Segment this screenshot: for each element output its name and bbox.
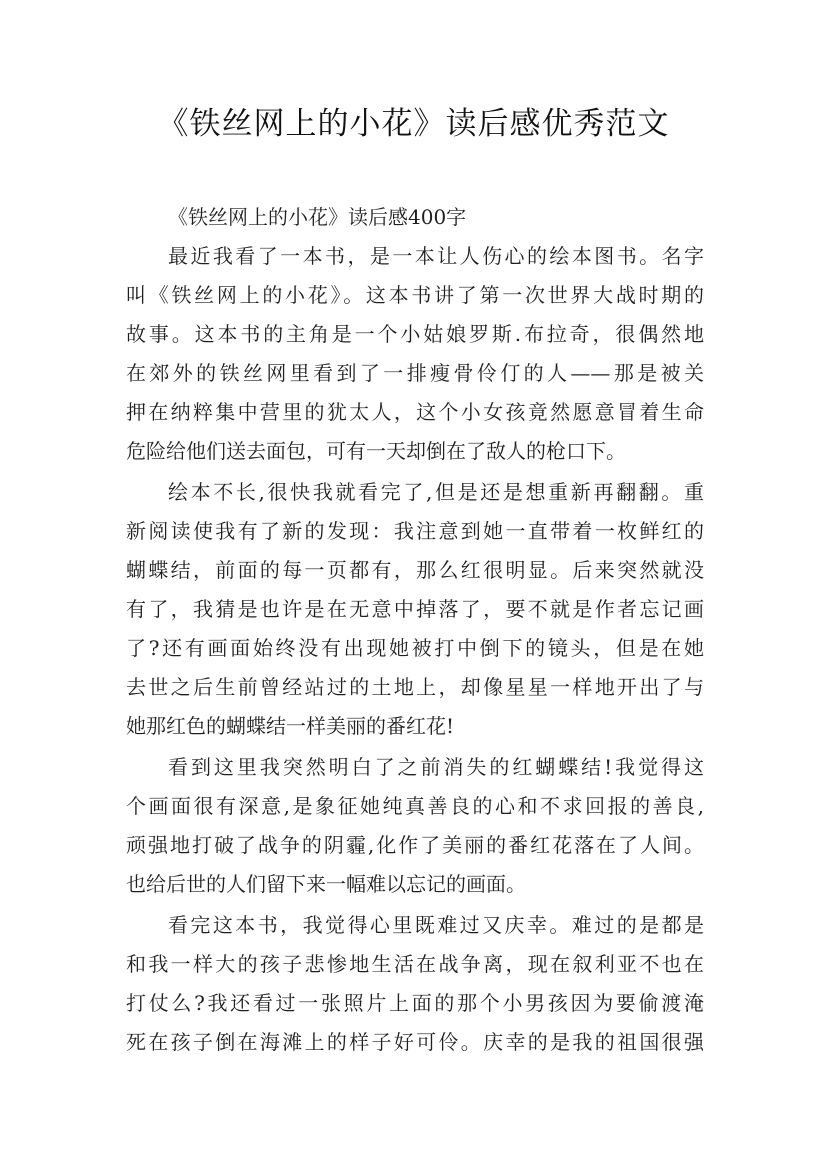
- paragraph-1-line-3: 故事。这本书的主角是一个小姑娘罗斯.布拉奇，很偶然地: [126, 322, 704, 346]
- paragraph-2-line-4: 有了，我猜是也许是在无意中掉落了，要不就是作者忘记画: [126, 597, 704, 621]
- paragraph-2-line-1: 绘本不长,很快我就看完了,但是还是想重新再翻翻。重: [168, 480, 704, 504]
- paragraph-2-line-6: 去世之后生前曾经站过的土地上，却像星星一样地开出了与: [126, 675, 704, 699]
- paragraph-1-line-4: 在郊外的铁丝网里看到了一排瘦骨伶仃的人——那是被关: [126, 361, 704, 385]
- paragraph-3-line-3: 顽强地打破了战争的阴霾,化作了美丽的番红花落在了人间。: [126, 833, 704, 857]
- paragraph-2-line-7: 她那红色的蝴蝶结一样美丽的番红花!: [126, 714, 455, 738]
- paragraph-4-line-4: 死在孩子倒在海滩上的样子好可伶。庆幸的是我的祖国很强: [126, 1030, 704, 1054]
- paragraph-2-line-5: 了?还有画面始终没有出现她被打中倒下的镜头，但是在她: [126, 636, 704, 660]
- paragraph-4-line-1: 看完这本书，我觉得心里既难过又庆幸。难过的是都是: [168, 913, 704, 937]
- paragraph-3-line-2: 个画面很有深意,是象征她纯真善良的心和不求回报的善良,: [126, 794, 704, 818]
- paragraph-1-line-6: 危险给他们送去面包，可有一天却倒在了敌人的枪口下。: [126, 439, 626, 463]
- document-title: 《铁丝网上的小花》读后感优秀范文: [157, 106, 670, 142]
- paragraph-1-line-2: 叫《铁丝网上的小花》。这本书讲了第一次世界大战时期的: [126, 283, 704, 307]
- paragraph-1-line-5: 押在纳粹集中营里的犹太人，这个小女孩竟然愿意冒着生命: [126, 400, 704, 424]
- paragraph-3-line-4: 也给后世的人们留下来一幅难以忘记的画面。: [126, 872, 526, 896]
- subheading: 《铁丝网上的小花》读后感400字: [168, 205, 467, 229]
- paragraph-4-line-3: 打仗么?我还看过一张照片上面的那个小男孩因为要偷渡淹: [126, 991, 704, 1015]
- paragraph-3-line-1: 看到这里我突然明白了之前消失的红蝴蝶结!我觉得这: [168, 755, 704, 779]
- paragraph-1-line-1: 最近我看了一本书，是一本让人伤心的绘本图书。名字: [168, 244, 704, 268]
- paragraph-2-line-2: 新阅读使我有了新的发现：我注意到她一直带着一枚鲜红的: [126, 519, 704, 543]
- paragraph-4-line-2: 和我一样大的孩子悲惨地生活在战争离，现在叙利亚不也在: [126, 952, 704, 976]
- document-body: [126, 198, 704, 1062]
- paragraph-2-line-3: 蝴蝶结，前面的每一页都有，那么红很明显。后来突然就没: [126, 558, 704, 582]
